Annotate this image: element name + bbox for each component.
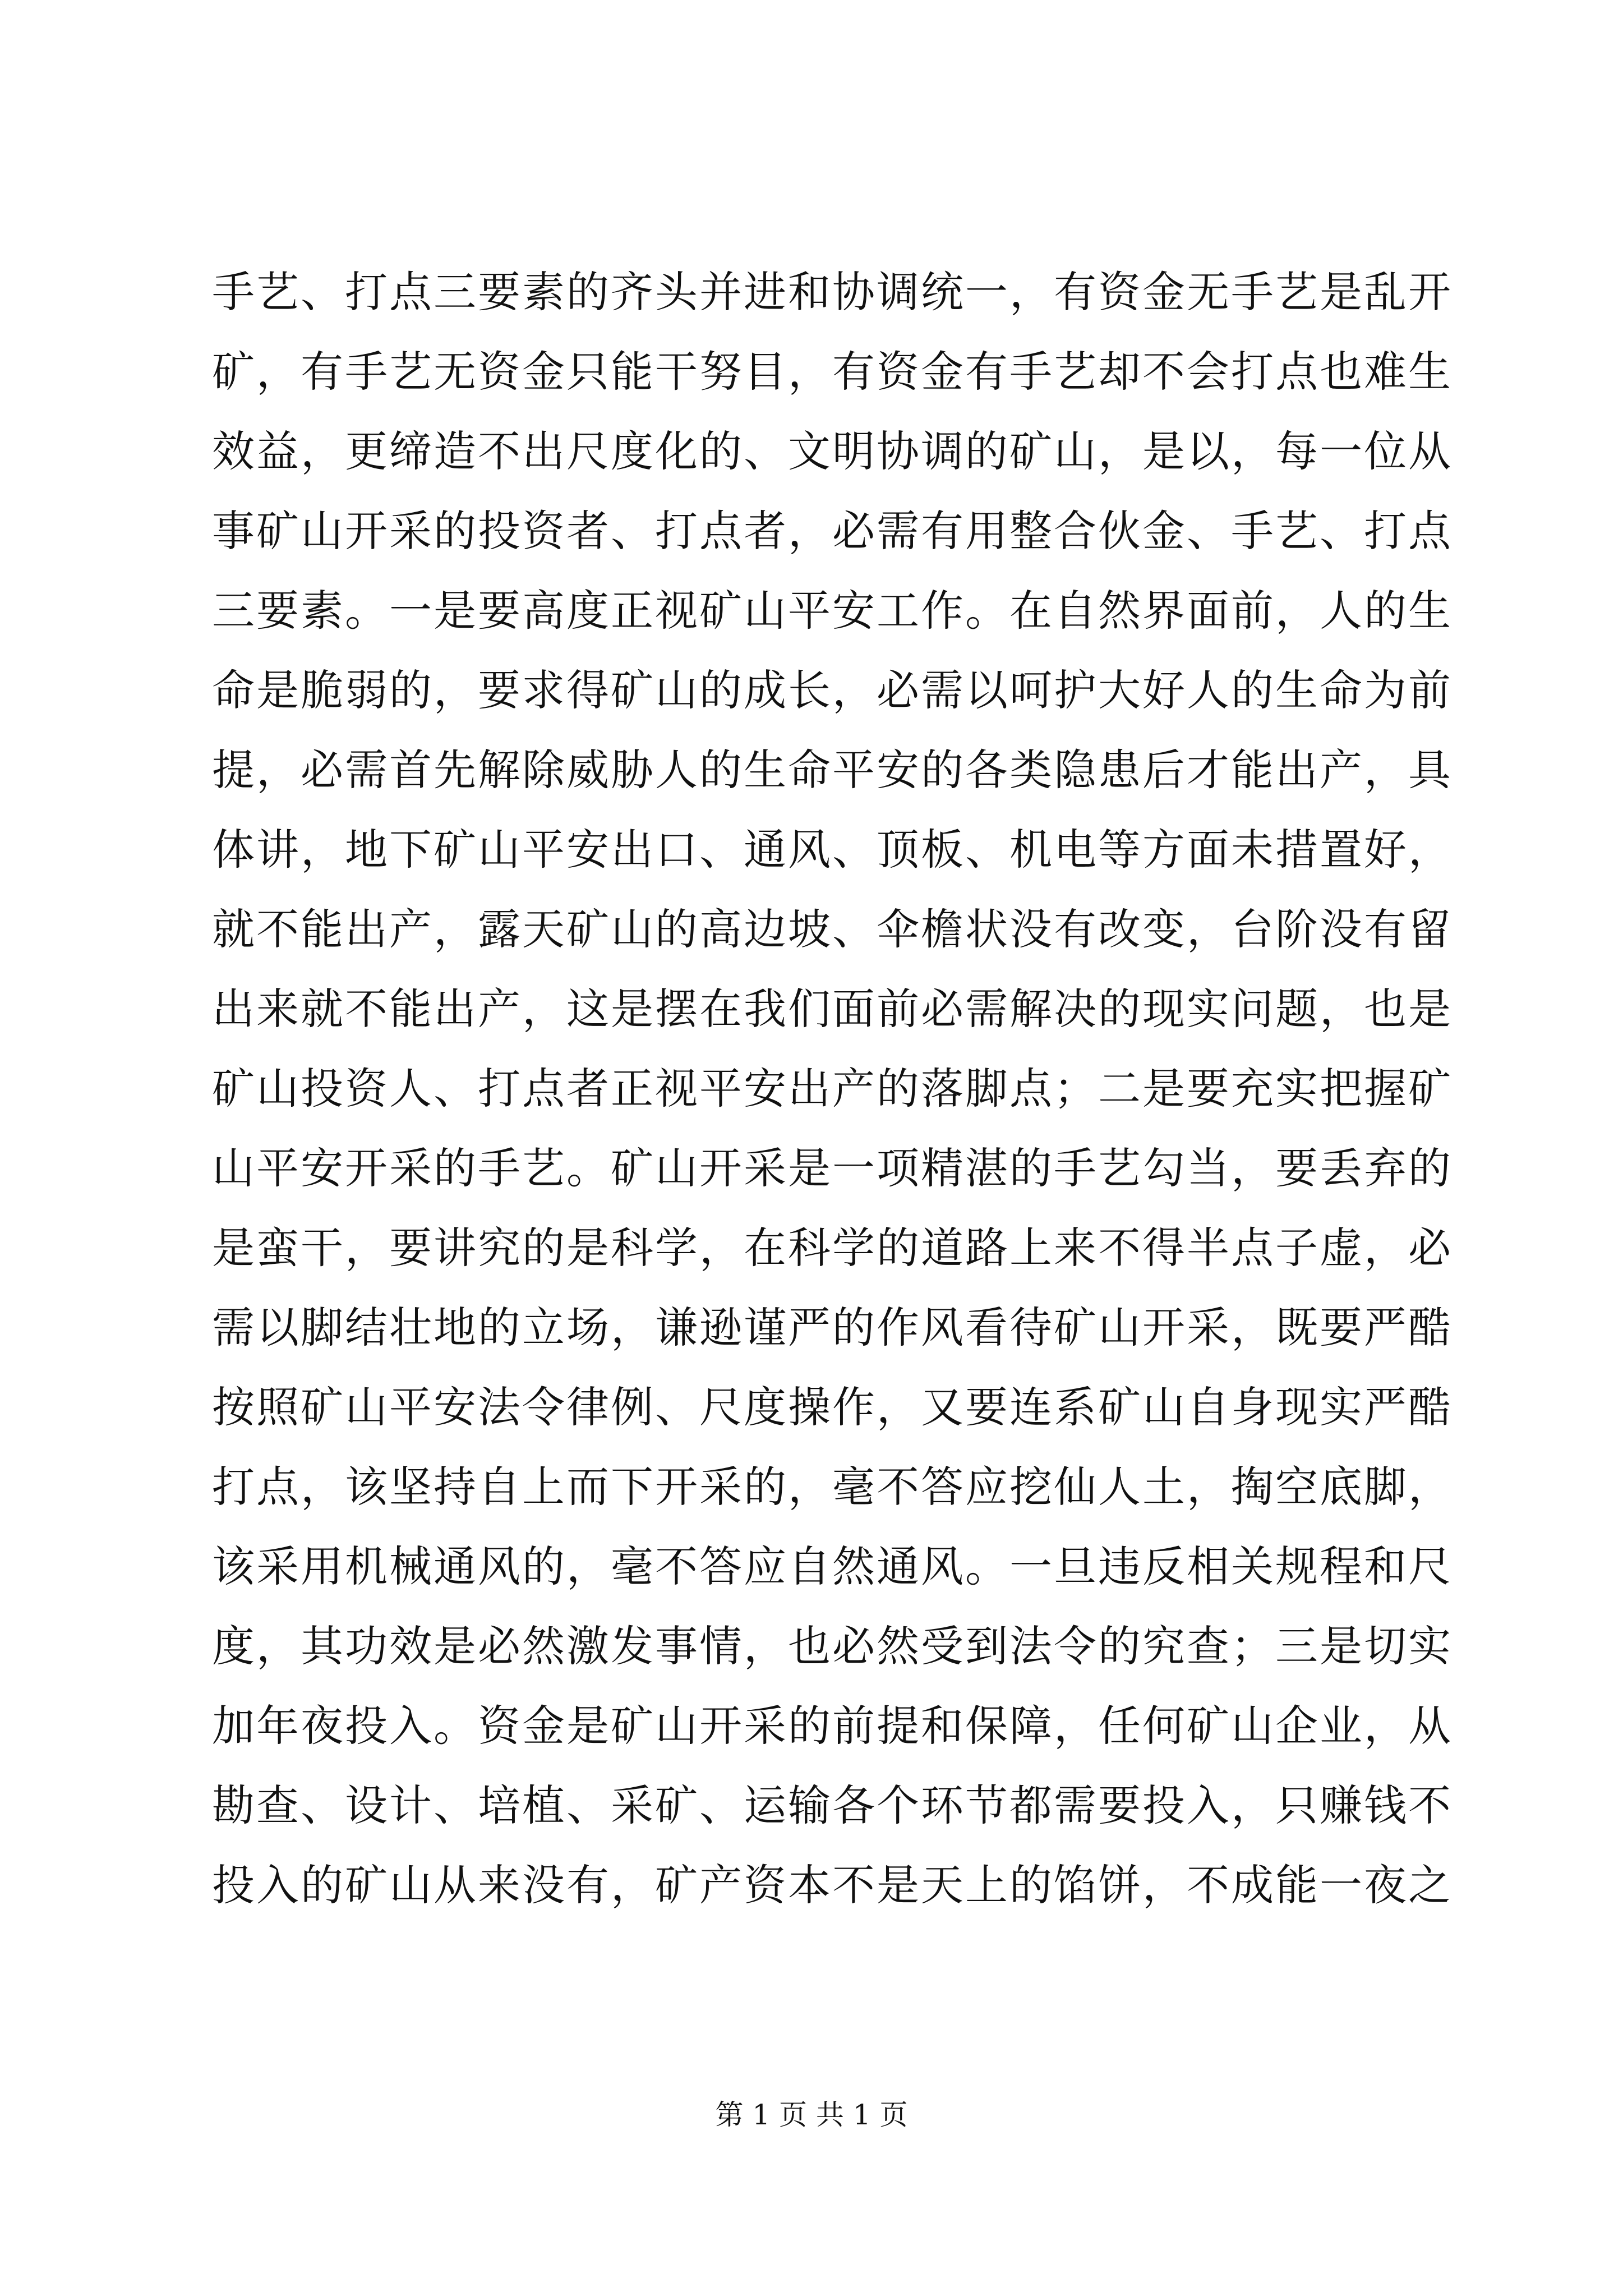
text-line: 勘查、设计、培植、采矿、运输各个环节都需要投入，只赚钱不 <box>212 1780 1453 1830</box>
text-line: 提，必需首先解除威胁人的生命平安的各类隐患后才能出产，具 <box>212 745 1453 795</box>
text-line: 需以脚结壮地的立场，谦逊谨严的作风看待矿山开采，既要严酷 <box>212 1303 1453 1352</box>
text-line: 山平安开采的手艺。矿山开采是一项精湛的手艺勾当，要丢弃的 <box>212 1143 1453 1193</box>
page-footer <box>0 2095 1623 2134</box>
text-line: 投入的矿山从来没有，矿产资本不是天上的馅饼，不成能一夜之 <box>212 1860 1453 1910</box>
text-line: 矿，有手艺无资金只能干努目，有资金有手艺却不会打点也难生 <box>212 347 1453 397</box>
text-line: 事矿山开采的投资者、打点者，必需有用整合伙金、手艺、打点 <box>212 506 1453 556</box>
page-number: 第 1 页 共 1 页 <box>715 2099 908 2131</box>
text-line: 打点，该坚持自上而下开采的，毫不答应挖仙人土，掏空底脚， <box>212 1462 1453 1512</box>
text-line: 手艺、打点三要素的齐头并进和协调统一，有资金无手艺是乱开 <box>212 267 1453 317</box>
text-line: 就不能出产，露天矿山的高边坡、伞檐状没有改变，台阶没有留 <box>212 904 1453 954</box>
text-line: 效益，更缔造不出尺度化的、文明协调的矿山，是以，每一位从 <box>212 426 1453 476</box>
text-line: 是蛮干，要讲究的是科学，在科学的道路上来不得半点子虚，必 <box>212 1223 1453 1273</box>
text-line: 命是脆弱的，要求得矿山的成长，必需以呵护大好人的生命为前 <box>212 665 1453 715</box>
text-line: 三要素。一是要高度正视矿山平安工作。在自然界面前，人的生 <box>212 586 1453 636</box>
text-line: 按照矿山平安法令律例、尺度操作，又要连系矿山自身现实严酷 <box>212 1382 1453 1432</box>
text-line: 该采用机械通风的，毫不答应自然通风。一旦违反相关规程和尺 <box>212 1542 1453 1591</box>
text-line: 加年夜投入。资金是矿山开采的前提和保障，任何矿山企业，从 <box>212 1701 1453 1751</box>
text-line: 出来就不能出产，这是摆在我们面前必需解决的现实问题，也是 <box>212 984 1453 1034</box>
text-line: 度，其功效是必然激发事情，也必然受到法令的究查；三是切实 <box>212 1621 1453 1671</box>
text-line: 矿山投资人、打点者正视平安出产的落脚点；二是要充实把握矿 <box>212 1064 1453 1114</box>
body-text <box>212 252 1453 1925</box>
text-line: 体讲，地下矿山平安出口、通风、顶板、机电等方面未措置好， <box>212 825 1453 875</box>
